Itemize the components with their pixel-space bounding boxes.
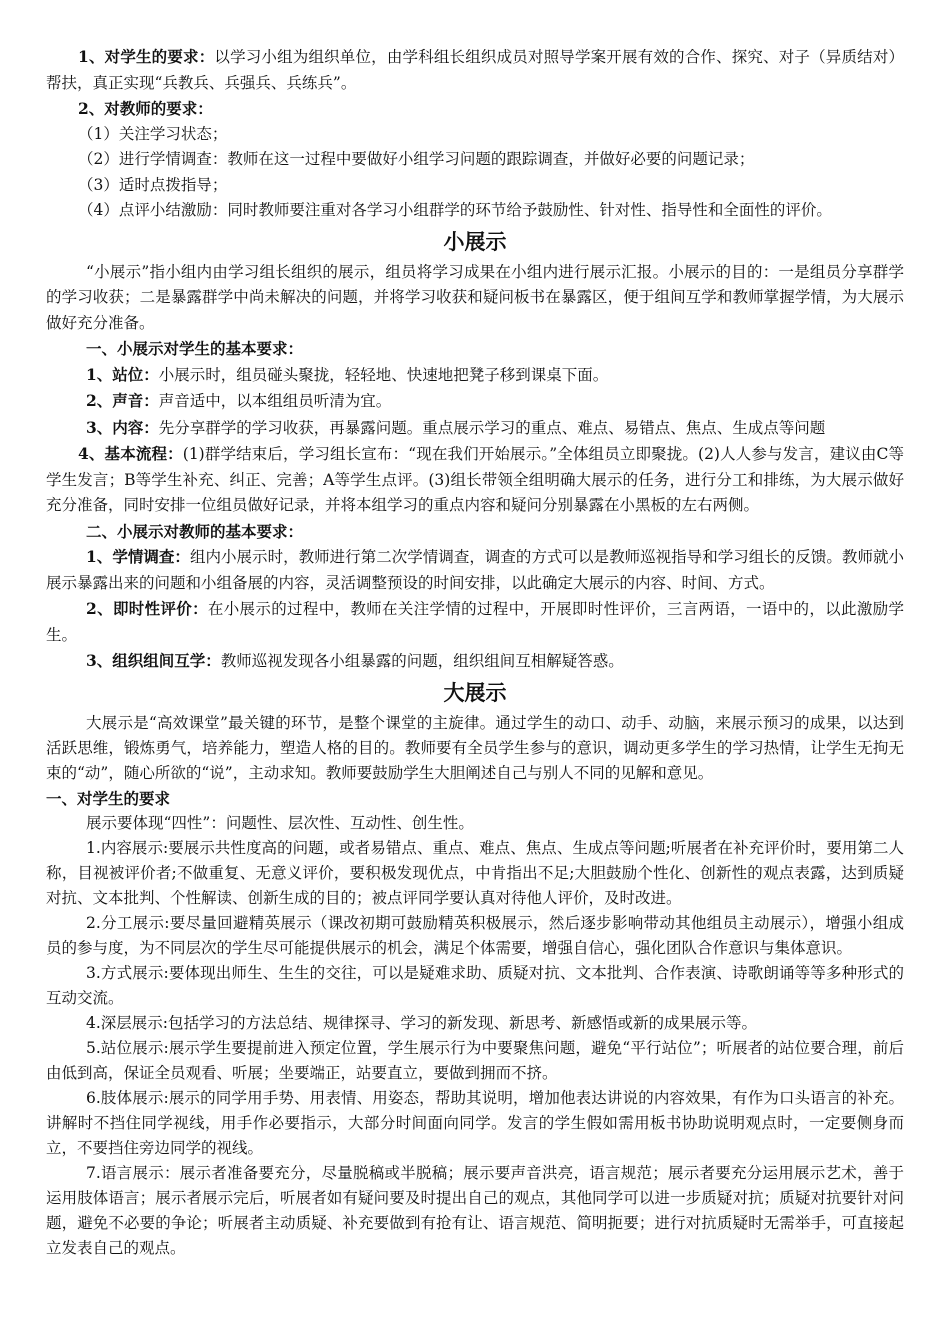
big-display-intro: 大展示是“高效课堂”最关键的环节，是整个课堂的主旋律。通过学生的动口、动手、动脑，来展示预习的成果，以达到活跃思维，锻炼勇气，培养能力，塑造人格的目的。教师要有全员学生参与的意识，调动更多学生的学习热情，让学生无拘无束的“动”，随心所欲的“说”，主动求知。教师要鼓励学生大胆阐述自己与别人不同的见解和意见。 <box>46 713 904 782</box>
small-display-student-item <box>46 362 904 389</box>
item-heading: 4、基本流程： <box>78 444 183 463</box>
big-display-item: 5.站位展示:展示学生要提前进入预定位置，学生展示行为中要聚焦问题，避免“平行站位”；听展者的站位要合理，前后由低到高，保证全员观看、听展；坐要端正，站要直立，要做到拥而不挤。 <box>46 1038 904 1082</box>
item-text: 在小展示的过程中，教师在关注学情的过程中，开展即时性评价，三言两语，一语中的，以此激励学生。 <box>46 600 904 644</box>
big-display-item: 2.分工展示:要尽量回避精英展示（课改初期可鼓励精英积极展示，然后逐步影响带动其他组员主动展示），增强小组成员的参与度，为不同层次的学生尽可能提供展示的机会，满足个体需要，增强自信心，强化团队合作意识与集体意识。 <box>46 913 904 957</box>
small-display-teacher-item <box>46 596 904 648</box>
item-text: 先分享群学的学习收获，再暴露问题。重点展示学习的重点、难点、易错点、焦点、生成点等问题 <box>158 418 826 437</box>
item-heading: 1、站位： <box>86 364 159 384</box>
small-display-teacher-section-heading: 二、小展示对教师的基本要求： <box>86 521 304 541</box>
big-display-item: 4.深层展示:包括学习的方法总结、规律探寻、学习的新发现、新思考、新感悟或新的成果展示等。 <box>86 1013 758 1032</box>
item-text: 声音适中，以本组组员听清为宜。 <box>158 392 392 410</box>
item-heading: 2、声音： <box>86 391 159 410</box>
small-display-teacher-item <box>46 544 904 596</box>
small-display-student-item <box>46 388 904 415</box>
small-display-teacher-item <box>46 648 904 675</box>
item-text: 教师巡视发现各小组暴露的问题，组织组间互相解疑答惑。 <box>220 652 624 670</box>
item-heading: 1、学情调查： <box>86 547 190 566</box>
teacher-requirement-item: （3）适时点拨指导； <box>78 175 228 194</box>
small-display-title: 小展示 <box>443 229 507 254</box>
student-requirements-text: 以学习小组为组织单位，由学科组长组织成员对照导学案开展有效的合作、探究、对子（异质结对）帮扶，真正实现“兵教兵、兵强兵、兵练兵”。 <box>46 48 904 92</box>
item-heading: 3、组织组间互学： <box>86 651 221 670</box>
teacher-requirement-item: （2）进行学情调查：教师在这一过程中要做好小组学习问题的跟踪调查，并做好必要的问题记录； <box>78 150 755 168</box>
item-text: (1)群学结束后，学习组长宣布：“现在我们开始展示。”全体组员立即聚拢。(2)人人参与发言，建议由C等学生发言；B等学生补充、纠正、完善；A等学生点评。(3)组长带领全组明确大展示的任务，进行分工和排练，为大展示做好充分准备，同时安排一位组员做好记录，并将本组学习的重点内容和疑问分别暴露在小黑板的左右两侧。 <box>46 445 904 514</box>
student-requirements-paragraph <box>46 44 904 96</box>
big-display-item: 6.肢体展示:展示的同学用手势、用表情、用姿态，帮助其说明，增加他表达讲说的内容效果，有作为口头语言的补充。讲解时不挡住同学视线，用手作必要指示，大部分时间面向同学。发言的学生假如需用板书协助说明观点时，一定要侧身而立，不要挡住旁边同学的视线。 <box>46 1088 904 1157</box>
big-display-item: 7.语言展示：展示者准备要充分，尽量脱稿或半脱稿；展示要声音洪亮，语言规范；展示者要充分运用展示艺术，善于运用肢体语言；展示者展示完后，听展者如有疑问要及时提出自己的观点，其他同学可以进一步质疑对抗；质疑对抗要针对问题，避免不必要的争论；听展者主动质疑、补充要做到有抢有让、语言规范、简明扼要；进行对抗质疑时无需举手，可直接起立发表自己的观点。 <box>46 1163 904 1257</box>
item-text: 小展示时，组员碰头聚拢，轻轻地、快速地把凳子移到课桌下面。 <box>158 365 609 384</box>
small-display-student-section-heading: 一、小展示对学生的基本要求： <box>86 339 304 358</box>
four-qualities-line: 展示要体现“四性”：问题性、层次性、互动性、创生性。 <box>86 813 474 832</box>
teacher-requirement-item: （4）点评小结激励：同时教师要注重对各学习小组群学的环节给予鼓励性、针对性、指导性和全面性的评价。 <box>78 201 832 219</box>
big-display-title: 大展示 <box>443 680 507 705</box>
item-heading: 2、即时性评价： <box>86 599 208 618</box>
big-display-item: 1.内容展示:要展示共性度高的问题，或者易错点、重点、难点、焦点、生成点等问题;听展者在补充评价时，要用第二人称，目视被评价者;不做重复、无意义评价，要积极发现优点，中肯指出不足;大胆鼓励个性化、创新性的观点表露，达到质疑对抗、文本批判、个性解读、创新生成的目的；被点评同学要认真对待他人评价，及时改进。 <box>46 838 904 907</box>
item-heading: 3、内容： <box>86 417 159 437</box>
small-display-intro: “小展示”指小组内由学习组长组织的展示，组员将学习成果在小组内进行展示汇报。小展示的目的：一是组员分享群学的学习收获；二是暴露群学中尚未解决的问题，并将学习收获和疑问板书在暴露区，便于组间互学和教师掌握学情，为大展示做好充分准备。 <box>46 262 904 332</box>
big-display-item: 3.方式展示:要体现出师生、生生的交往，可以是疑难求助、质疑对抗、文本批判、合作表演、诗歌朗诵等等多种形式的互动交流。 <box>46 963 904 1007</box>
teacher-requirement-item: （1）关注学习状态； <box>78 124 228 143</box>
student-requirements-heading: 1、对学生的要求： <box>78 47 215 66</box>
big-display-student-section-heading: 一、对学生的要求 <box>46 788 171 808</box>
teacher-requirements-heading: 2、对教师的要求： <box>78 99 213 118</box>
small-display-student-item <box>46 441 904 519</box>
item-text: 组内小展示时，教师进行第二次学情调查，调查的方式可以是教师巡视指导和学习组长的反馈。教师就小展示暴露出来的问题和小组备展的内容，灵活调整预设的时间安排，以此确定大展示的内容、时间、方式。 <box>46 548 904 592</box>
small-display-student-item <box>46 415 904 442</box>
